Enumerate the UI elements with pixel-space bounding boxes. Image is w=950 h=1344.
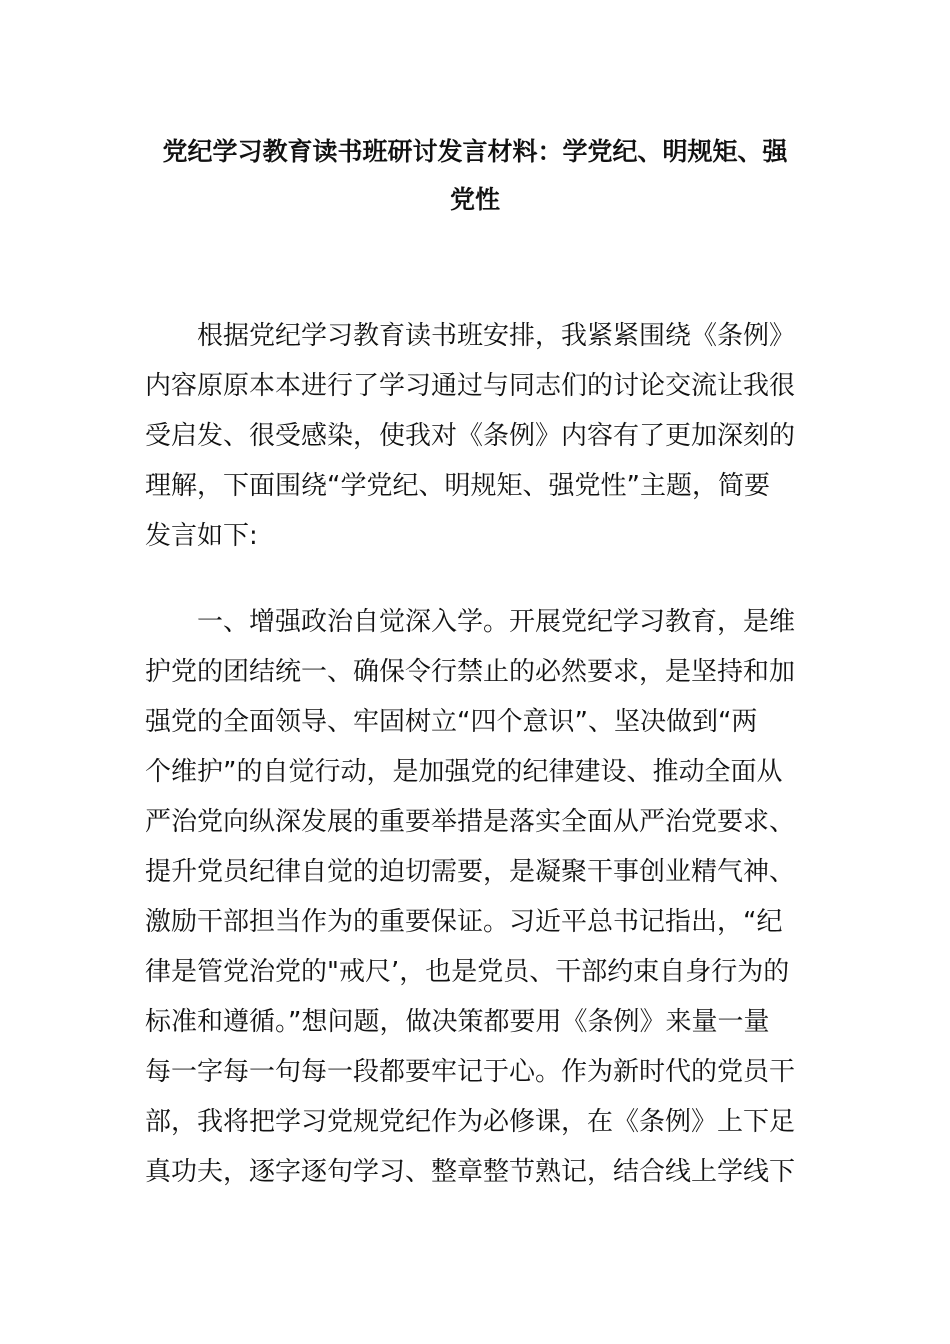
title-line: 党性 [449, 185, 500, 214]
text-line: 真功夫，逐字逐句学习、整章整节熟记，结合线上学线下 [145, 1157, 796, 1187]
text-line: 理解，下面围绕“学党纪、明规矩、强党性”主题，简要 [145, 471, 770, 501]
text-line: 提升党员纪律自觉的迫切需要，是凝聚干事创业精气神、 [145, 857, 796, 887]
text-line: 根据党纪学习教育读书班安排，我紧紧围绕《条例》 [145, 321, 796, 351]
text-line: 严治党向纵深发展的重要举措是落实全面从严治党要求、 [145, 807, 796, 837]
text-line: 标准和遵循。”想问题，做决策都要用《条例》来量一量 [145, 1007, 770, 1037]
text-line: 每一字每一句每一段都要牢记于心。作为新时代的党员干 [145, 1057, 796, 1087]
text-line: 受启发、很受感染，使我对《条例》内容有了更加深刻的 [145, 421, 796, 451]
text-line: 部，我将把学习党规党纪作为必修课，在《条例》上下足 [145, 1107, 796, 1137]
text-line: 激励干部担当作为的重要保证。习近平总书记指出，“纪 [145, 907, 783, 937]
text-line: 发言如下: [145, 521, 258, 551]
text-line: 律是管党治党的"戒尺’，也是党员、干部约束自身行为的 [145, 957, 790, 987]
text-line: 一、增强政治自觉深入学。开展党纪学习教育，是维 [145, 607, 796, 637]
text-line: 内容原原本本进行了学习通过与同志们的讨论交流让我很 [145, 371, 796, 401]
paragraph-intro [145, 311, 795, 561]
paragraph-section-one [145, 597, 795, 1197]
text-line: 强党的全面领导、牢固树立“四个意识”、坚决做到“两 [145, 707, 758, 737]
title-line: 党纪学习教育读书班研讨发言材料：学党纪、明规矩、强 [162, 137, 788, 166]
text-line: 个维护”的自觉行动，是加强党的纪律建设、推动全面从 [145, 757, 783, 787]
text-line: 护党的团结统一、确保令行禁止的必然要求，是坚持和加 [145, 657, 796, 687]
document-title [145, 128, 805, 224]
